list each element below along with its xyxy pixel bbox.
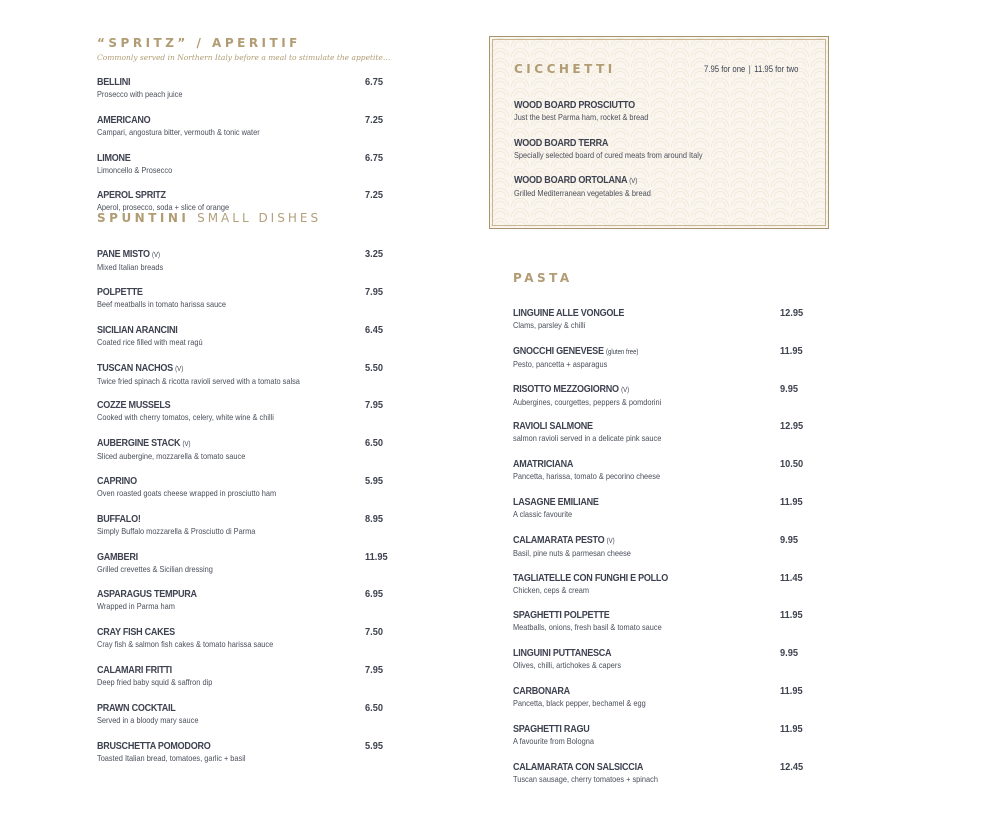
menu-item-title: BELLINI [97,76,131,88]
menu-item-name [97,588,346,601]
cicchetti-list [514,99,814,212]
menu-item-title: LIMONE [97,151,131,164]
menu-item [97,664,387,702]
menu-item [513,534,813,572]
menu-item [97,513,387,551]
menu-item-name [513,496,771,509]
menu-item [97,551,387,589]
menu-item-description: Olives, chilli, artichokes & capers [513,660,622,671]
menu-item-price: 9.95 [780,533,798,546]
menu-item-name [97,626,346,639]
menu-item-name [513,609,771,622]
menu-item-title: GAMBERI [97,550,138,563]
menu-item-title: TAGLIATELLE CON FUNGHI E POLLO [513,571,668,584]
menu-item-name [513,420,771,433]
menu-item-price: 7.95 [365,399,383,412]
menu-item-name [97,399,346,412]
menu-item-description: Just the best Parma ham, rocket & bread [514,112,649,122]
menu-item-name [97,513,346,526]
menu-item [513,761,813,799]
menu-item [514,137,814,175]
menu-item-price: 11.95 [780,609,803,622]
menu-item [97,362,387,400]
menu-item-tag: (V) [175,365,184,373]
menu-item-description: Tuscan sausage, cherry tomatoes + spinach [513,773,658,784]
menu-item-tag: (V) [629,178,638,185]
menu-item-description: Deep fried baby squid & saffron dip [97,676,213,687]
menu-item-title: LASAGNE EMILIANE [513,495,599,508]
menu-item-description: Sliced aubergine, mozzarella & tomato sauce [97,451,246,462]
menu-item-name [513,534,771,548]
menu-item-price: 6.75 [365,76,383,88]
menu-item-title: APEROL SPRITZ [97,189,166,202]
menu-item-tag: (V) [606,537,615,545]
menu-item [513,572,813,610]
menu-item-price: 11.95 [780,684,803,697]
spritz-intro: Commonly served in Northern Italy before a meal to stimulate the appetite… [97,53,391,62]
menu-item-title: TUSCAN NACHOS [97,361,173,374]
menu-item-description: Cooked with cherry tomatos, celery, white wine & chilli [97,412,274,423]
menu-item-price: 11.95 [780,722,803,735]
menu-item-description: Simply Buffalo mozzarella & Prosciutto di Parma [97,525,256,536]
menu-item-title: COZZE MUSSELS [97,399,171,412]
menu-item-price: 6.45 [365,323,383,336]
menu-item-title: BUFFALO! [97,512,141,525]
menu-item-price: 5.95 [365,474,383,487]
menu-item-title: LINGUINE ALLE VONGOLE [513,307,625,319]
menu-item-title: SPAGHETTI POLPETTE [513,609,610,622]
menu-item-title: WOOD BOARD PROSCIUTTO [514,99,635,111]
spuntini-list [97,248,387,777]
menu-item-price: 9.95 [780,647,798,660]
menu-item-title: RAVIOLI SALMONE [513,420,593,433]
menu-item-name [97,475,346,488]
menu-item-description: Aperol, prosecco, soda + slice of orange [97,202,230,213]
menu-item-description: Clams, parsley & chilli [513,320,586,330]
menu-item-name [97,189,346,202]
menu-item-name [514,99,772,112]
menu-item [513,723,813,761]
menu-item-title: WOOD BOARD ORTOLANA [514,174,627,186]
menu-item-name [514,174,772,188]
menu-item [513,345,813,383]
menu-item [97,189,387,227]
menu-item-description: Oven roasted goats cheese wrapped in prosciutto ham [97,487,277,498]
menu-item-price: 7.25 [365,189,383,202]
menu-item-description: Twice fried spinach & ricotta ravioli served with a tomato salsa [97,375,300,386]
menu-item-price: 7.95 [365,663,383,676]
menu-item-title: SICILIAN ARANCINI [97,323,178,336]
menu-item [513,647,813,685]
left-column [97,36,391,777]
menu-item-name [513,761,771,774]
menu-item-title: CALAMARATA PESTO [513,533,605,546]
menu-item-description: salmon ravioli served in a delicate pink sauce [513,433,662,444]
menu-item-name [97,248,346,262]
menu-item [97,76,387,114]
menu-item-price: 11.95 [780,495,803,508]
menu-item [513,609,813,647]
menu-item-description: Prosecco with peach juice [97,89,183,99]
menu-item-name [97,740,346,753]
menu-item-name [97,551,346,564]
menu-item-name [97,76,346,89]
menu-item-name [97,286,346,299]
menu-item-name [513,685,771,698]
menu-item-name [513,345,771,359]
menu-item-description: Specially selected board of cured meats from around Italy [514,149,703,160]
menu-item-description: Pancetta, black pepper, bechamel & egg [513,697,646,708]
menu-item [97,399,387,437]
menu-item [97,588,387,626]
menu-item-description: Wrapped in Parma ham [97,601,175,612]
menu-item-title: PRAWN COCKTAIL [97,701,176,714]
menu-item-description: Pancetta, harissa, tomato & pecorino cheese [513,471,661,482]
menu-item-description: Basil, pine nuts & parmesan cheese [513,547,631,558]
cicchetti-price-two: 11.95 for two [754,64,799,74]
menu-item-name [97,664,346,677]
menu-item-price: 6.50 [365,437,383,450]
menu-item-title: WOOD BOARD TERRA [514,136,609,149]
menu-item-name [513,572,771,585]
menu-item-tag: (V) [621,386,630,394]
menu-item-name [97,324,346,337]
menu-item-description: Beef meatballs in tomato harissa sauce [97,298,226,309]
menu-item-description: A classic favourite [513,508,573,519]
menu-item-price: 7.95 [365,285,383,298]
menu-item-price: 6.95 [365,588,383,601]
spuntini-heading-bold: SPUNTINI [97,211,190,226]
menu-item-title: PANE MISTO [97,248,150,261]
menu-item-title: SPAGHETTI RAGU [513,722,590,735]
spritz-list [97,76,387,227]
menu-item [513,420,813,458]
menu-item-title: CALAMARI FRITTI [97,663,172,676]
menu-item-name [97,437,346,451]
menu-item-description: Toasted Italian bread, tomatoes, garlic + basil [97,752,246,763]
menu-item-name [513,647,771,660]
menu-item-price: 9.95 [780,382,798,395]
menu-item-tag: (V) [152,252,161,260]
menu-item-name [97,152,346,165]
menu-item-description: Campari, angostura bitter, vermouth & tonic water [97,126,260,137]
menu-item-title: LINGUINI PUTTANESCA [513,647,612,660]
menu-item-title: CARBONARA [513,684,570,697]
menu-item-title: AMATRICIANA [513,458,574,471]
menu-item-price: 8.95 [365,512,383,525]
pasta-heading: PASTA [513,271,573,285]
menu-item [514,99,814,137]
menu-item-price: 3.25 [365,248,383,261]
menu-item [97,114,387,152]
menu-item-description: Mixed Italian breads [97,262,164,273]
menu-item-name [97,114,346,127]
cicchetti-price-separator: | [748,64,751,74]
menu-item [97,702,387,740]
menu-item-title: ASPARAGUS TEMPURA [97,588,197,601]
menu-item-title: CAPRINO [97,474,137,487]
menu-item [514,174,814,212]
menu-item-name [514,137,772,150]
menu-item-title: CRAY FISH CAKES [97,626,175,639]
menu-item [513,458,813,496]
spritz-heading: “SPRITZ” / APERITIF [97,36,301,50]
menu-item-price: 5.50 [365,361,383,374]
menu-item [513,383,813,421]
menu-item-tag: (gluten free) [605,348,639,356]
menu-item-description: Aubergines, courgettes, peppers & pomdorini [513,396,662,407]
menu-item-price: 12.45 [780,760,804,773]
menu-item-title: GNOCCHI GENEVESE [513,344,604,357]
menu-item-name [513,458,771,471]
menu-item-description: Served in a bloody mary sauce [97,714,199,725]
menu-item-description: Cray fish & salmon fish cakes & tomato harissa sauce [97,639,274,650]
menu-item-description: Meatballs, onions, fresh basil & tomato sauce [513,622,662,633]
menu-item-title: RISOTTO MEZZOGIORNO [513,382,619,395]
cicchetti-box [489,36,829,229]
cicchetti-price-one: 7.95 for one [704,64,746,74]
menu-item [97,626,387,664]
menu-item-price: 6.75 [365,151,383,164]
menu-item [513,496,813,534]
menu-item-price: 5.95 [365,739,383,752]
menu-item-name [97,362,346,376]
menu-item-name [513,307,771,320]
menu-item-name [513,723,771,736]
menu-item [97,437,387,475]
menu-item-title: AMERICANO [97,113,151,126]
menu-item [97,152,387,190]
pasta-list [513,307,813,798]
menu-item [97,248,387,286]
menu-item-price: 6.50 [365,701,383,714]
menu-item [97,740,387,778]
menu-item-price: 11.95 [365,550,388,563]
menu-item-description: Chicken, ceps & cream [513,584,589,595]
menu-item [97,286,387,324]
menu-item-price: 12.95 [780,307,804,319]
spuntini-heading-light: SMALL DISHES [197,211,322,226]
menu-item-price: 12.95 [780,420,804,433]
menu-item-description: Pesto, pancetta + asparagus [513,358,608,369]
menu-item-price: 11.95 [780,344,803,357]
menu-item-price: 11.45 [780,571,803,584]
menu-item-description: Grilled crevettes & Sicilian dressing [97,563,213,574]
cicchetti-price [704,64,798,74]
menu-item-description: A favourite from Bologna [513,735,594,746]
menu-item-price: 7.25 [365,113,383,126]
menu-item-title: POLPETTE [97,285,143,298]
menu-item [513,685,813,723]
menu-item-price: 7.50 [365,626,383,639]
menu-item-tag: (V) [182,441,191,449]
menu-item [97,324,387,362]
menu-item-name [513,383,771,397]
menu-item-description: Limoncello & Prosecco [97,164,173,175]
menu-item [513,307,813,345]
menu-item-title: BRUSCHETTA POMODORO [97,739,211,752]
menu-item [97,475,387,513]
menu-item-price: 10.50 [780,458,804,471]
menu-item-name [97,702,346,715]
menu-item-title: CALAMARATA CON SALSICCIA [513,760,644,773]
menu-item-title: AUBERGINE STACK [97,437,181,450]
menu-item-description: Coated rice filled with meat ragú [97,336,203,347]
cicchetti-heading: CICCHETTI [514,62,616,76]
menu-item-description: Grilled Mediterranean vegetables & bread [514,188,651,198]
